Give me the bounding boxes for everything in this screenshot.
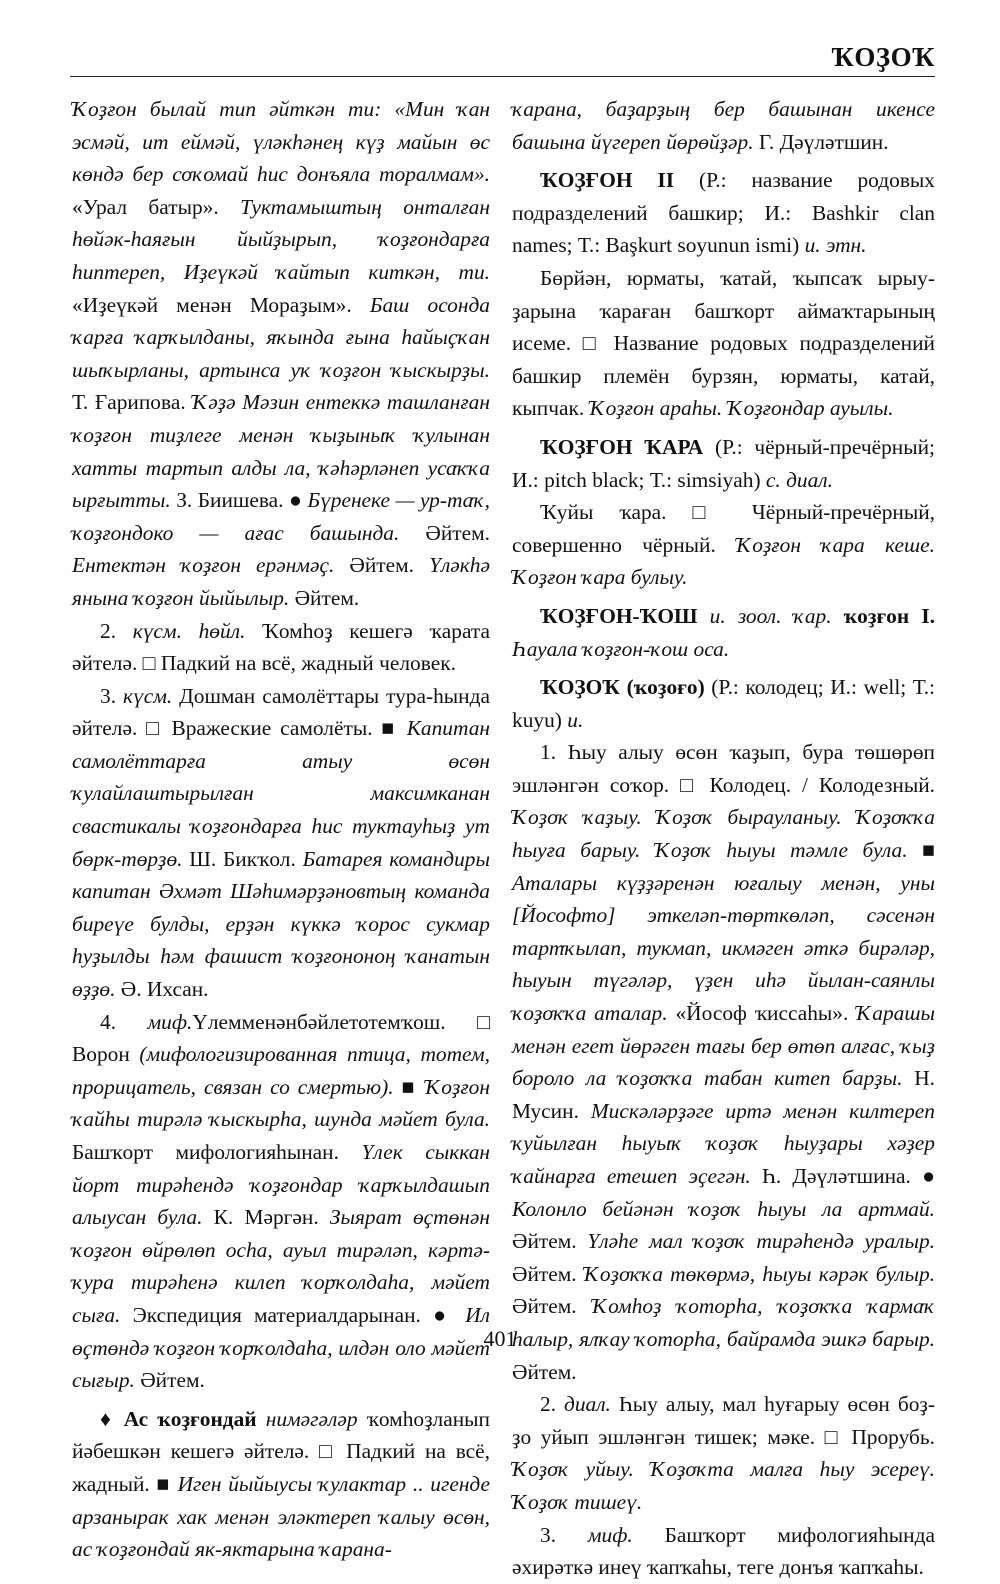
definition-text: Һыу алыу, мал һуғарыу өсөн боҙ-ҙо уйып эшләнгән тишек; мәке. (512, 1392, 935, 1449)
source-text: Экспедиция материалдарынан. (120, 1302, 434, 1327)
source-text: Ш. Бикҡол. (182, 846, 303, 871)
example-text: Туктамыштың онталған һөйәк-һаяғын йыйҙырып, ҡоҙғондарға һиптереп, Иҙеүкәй ҡайтып киткән, ти. (72, 194, 490, 284)
label-text: күсм. һөйл. (116, 618, 246, 643)
example-text: Үләһе мал ҡоҙоҡ тирәһендә уралыр. (587, 1229, 935, 1254)
example-text: Бүренеке — ур-таҡ, ҡоҙғондоко — ағас башында. (72, 488, 491, 545)
source-text: Әйтем. (134, 1368, 205, 1393)
sense-number: 3. (540, 1522, 557, 1547)
entry-paragraph (72, 93, 490, 615)
cross-reference: ҡоҙғон I. (831, 603, 935, 628)
sense-paragraph (72, 680, 490, 1006)
bullet-icon: ● (288, 488, 302, 513)
source-text: Әйтем. (289, 585, 360, 610)
source-text: «Урал батыр». (72, 194, 241, 219)
translations: (Р.: колодец; И.: well; Т.: kuyu) (512, 675, 935, 732)
source-text: Әйтем. (334, 553, 430, 578)
example-text: Аталары күҙҙәренән юғалыу менән, уны [Йософто] эткеләп-төрткөләп, сәсенән тартҡылап, тукмап, икмәген әткә бирәләр, һыуын түгәләр, үҙен иһә йылан-саянлы ҡоҙоҡҡа аталар. (512, 870, 935, 1026)
example-text: Ҡоҙғон ҡара кеше. Ҡоҙғон ҡара булыу. (512, 532, 936, 590)
idiom-headword: Ас ҡоҙғондай (114, 1406, 257, 1431)
example-text: Ҡоҙғон ҡайһы тирәлә ҡыскырһа, шунда мәйет була. (72, 1074, 490, 1132)
definition-text: Башҡорт мифологияһында әхирәткә инеү ҡапҡаһы, теге донъя ҡапҡаһы. (512, 1522, 935, 1580)
filled-square-icon: ■ (393, 1074, 418, 1099)
label-text: диал. (556, 1392, 611, 1417)
right-column (512, 93, 935, 1584)
entry-header (512, 164, 935, 262)
translation-text: Прорубь. (841, 1424, 935, 1449)
label-text: и. (561, 707, 584, 732)
source-text: Әйтем. (512, 1261, 584, 1286)
example-text: Капитан самолёттарға атыу өсөн ҡулайлаштырылған максимканан свастикалы ҡоҙғондарға һис туктауһыҙ ут бөрк-төрҙө. (72, 716, 491, 871)
example-text: Ҡоҙғон былай тип әйткән ти: «Мин ҡан эсмәй, ит еймәй, үләкһәнең күҙ майын өс көндә бер соҡомай һис донъяла торалмам». (72, 97, 490, 187)
translation-text: Ворон (72, 1042, 140, 1067)
source-text: Әйтем. (512, 1229, 588, 1254)
source-text: «Йософ ҡиссаһы». (667, 1001, 857, 1026)
sense-number: 1. (540, 740, 557, 765)
headword: ҠОҘҒОН II (540, 168, 675, 193)
example-text: Зыярат өҫтөнән ҡоҙғон өйрөлөп осһа, ауыл тирәләп, кәртә-ҡура тирәһенә килеп ҡорҡолдаһа, мәйет сыға. (72, 1205, 490, 1327)
sense-paragraph (512, 1519, 935, 1584)
source-text: Ә. Ихсан. (115, 977, 209, 1002)
filled-square-icon: ■ (381, 716, 398, 741)
sense-paragraph (512, 262, 935, 425)
translations: (Р.: чёрный-пречёрный; И.: pitch black; Т.: simsiyah) (512, 434, 935, 492)
translation-text: Колодец. / Колодезный. (698, 772, 936, 797)
source-text: Т. Ғарипова. (72, 390, 193, 415)
source-text: Г. Дәүләтшин. (753, 129, 889, 154)
definition-text: ҡомһоҙланып йәбешкән кешегә әйтелә. (72, 1406, 490, 1464)
example-text: Ҡоҙоҡҡа төкөрмә, һыуы кәрәк булыр. (583, 1261, 935, 1286)
label-text: с. диал. (760, 467, 833, 492)
example-text: Үләкһә янына ҡоҙғон йыйылыр. (72, 553, 490, 610)
example-text: Ҡоҙоҡ ҡаҙыу. Ҡоҙоҡ бырауланыу. Ҡоҙоҡҡа һыуға барыу. Ҡоҙоҡ һыуы тәмле була. (512, 805, 935, 863)
headword: ҠОҘҒОН ҠАРА (540, 434, 704, 459)
headword: ҠОҘҒОН-ҠОШ (540, 603, 698, 628)
filled-square-icon: ■ (907, 838, 935, 863)
open-square-icon: □ (692, 500, 726, 525)
example-text: Ил өҫтөндә ҡоҙғон ҡорҡолдаһа, илдән оло мәйет сығыр. (72, 1302, 491, 1393)
source-text: Башҡорт мифологияһынан. (72, 1140, 362, 1164)
translations: (Р.: название родовых подразделений башкир; И.: Bashkir clan names; Т.: Başkurt soyunun ismi) (512, 168, 935, 258)
open-square-icon: □ (477, 1009, 490, 1034)
bullet-icon: ● (922, 1164, 935, 1188)
page-header (70, 36, 935, 77)
label-text: нимәгәләр (256, 1406, 358, 1431)
sense-paragraph (512, 736, 935, 1388)
headword-variant: (ҡоҙоғо) (620, 675, 705, 700)
entry-header (512, 431, 935, 496)
source-text: Һ. Дәүләтшина. (750, 1164, 923, 1188)
sense-paragraph (512, 1388, 935, 1518)
translation-text: Падкий на всё, жадный человек. (155, 651, 456, 676)
definition-text: Һыу алыу өсөн ҡаҙып, бура төшөрөп эшләнгән соҡор. (512, 740, 935, 797)
label-text: миф. (116, 1009, 193, 1034)
example-text: Колонло бейәнән ҡоҙоҡ һыуы ла артмай. (512, 1196, 935, 1221)
example-text: Иген йыйыусы ҡулактар .. игенде арзанырак хак менән эләктереп ҡалыу өсөн, ас ҡоҙғондай як-яктарына ҡарана- (72, 1471, 491, 1562)
definition-text: Үлемменәнбәйлетотемҡош. (192, 1009, 478, 1034)
translation-text: Падкий на всё, жадный. (72, 1439, 490, 1496)
label-text: и. этн. (799, 233, 867, 258)
source-text: «Иҙеүкәй менән Мораҙым». (72, 292, 370, 317)
idiom-paragraph (72, 1403, 490, 1566)
translation-text: Вражеские самолёты. (162, 716, 382, 741)
translation-text: Чёрный-пречёрный, совершенно чёрный. (512, 500, 936, 557)
example-text: Ентектән ҡоҙғон ерәнмәҫ. (72, 553, 335, 578)
open-square-icon: □ (582, 331, 602, 356)
example-text: Баш осонда ҡарға ҡарҡылданы, яҡында ғына һайыҫҡан шыҡырланы, артынса уҡ ҡоҙғон ҡыскырҙы. (72, 292, 490, 382)
diamond-icon: ♦ (100, 1406, 115, 1431)
label-text: күсм. (116, 683, 173, 708)
label-text: миф. (556, 1522, 633, 1547)
example-text: ҡарана, баҙарҙың бер башынан икенсе башына йүгереп йөрөйҙәр. (512, 97, 935, 154)
page-number: 401 (483, 1326, 517, 1351)
sense-number: 2. (100, 618, 117, 643)
sense-number: 4. (100, 1009, 117, 1034)
open-square-icon: □ (142, 651, 156, 676)
example-text: Мискәләрҙәге иртә менән килтереп ҡуйылған һыуыҡ ҡоҙоҡ һыуҙары хәҙер ҡайнарға етешеп эҫегән. (512, 1098, 935, 1188)
entry-header (512, 600, 935, 665)
example-text: Үлек сыккан йорт тирәһендә ҡоҙғондар ҡарҡылдашып алыусан була. (72, 1140, 490, 1230)
sense-paragraph (512, 496, 935, 594)
entry-paragraph (512, 93, 935, 158)
open-square-icon: □ (146, 716, 163, 741)
sense-paragraph (72, 615, 490, 680)
definition-text: Дошман самолёттары тура-һында әйтелә. (72, 683, 491, 741)
translation-note: (мифологизированная птица, тотем, прорицатель, связан со смертью). (72, 1042, 490, 1099)
open-square-icon: □ (680, 772, 699, 797)
example-text: Ҡәҙә Мәзин ентеккә ташланған ҡоҙғон тиҙлеге менән ҡыҙыныҡ ҡулынан хатты тартып алды ла, ҡәһәрләнеп усаҡҡа ырғытты. (72, 390, 490, 513)
headword: ҠОҘОҠ (540, 675, 621, 700)
filled-square-icon: ■ (156, 1471, 171, 1496)
running-head: ҠОҘОҠ (831, 42, 935, 72)
example-text: Батарея командиры капитан Әхмәт Шәһимәрҙәновтың команда биреүе булды, ерҙән күккә ҡорос сукмар һуҙылды һәм фашист ҡоҙғононоң ҡанатын өҙҙө. (72, 846, 490, 1002)
source-text: З. Биишева. (170, 488, 289, 513)
definition-text: Бөрйән, юрматы, ҡатай, ҡыпсаҡ ырыу-ҙарына ҡараған башҡорт аймаҡтарының исеме. (512, 265, 935, 356)
source-text: К. Мәргән. (202, 1205, 330, 1230)
bullet-icon: ● (433, 1302, 453, 1327)
source-text: Әйтем. (512, 1294, 593, 1319)
open-square-icon: □ (824, 1424, 842, 1449)
translation-text: Название родовых подразделений башкир племён бурзян, юрматы, катай, кыпчак. (512, 331, 935, 421)
source-text: Әйтем. (512, 1359, 577, 1384)
source-text: Н. Мусин. (512, 1066, 935, 1123)
example-text: Һауала ҡоҙғон-ҡош оса. (512, 636, 730, 661)
example-text: Ҡоҙғон араһы. Ҡоҙғондар ауылы. (589, 396, 894, 421)
sense-number: 2. (540, 1392, 557, 1417)
label-text: и. зоол. ҡар. (697, 603, 832, 628)
definition-text: Ҡуйы ҡара. (540, 500, 693, 525)
sense-number: 3. (100, 683, 117, 708)
example-text: Ҡоҙоҡ уйыу. Ҡоҙоҡта малға һыу эсереү. Ҡоҙоҡ тишеү. (512, 1457, 935, 1514)
open-square-icon: □ (319, 1439, 337, 1464)
example-text: Ҡарашы менән егет йөрәген тағы бер өтөп алғас, ҡыҙ бороло ла ҡоҙоҡҡа табан китеп барҙы. (512, 1001, 936, 1091)
source-text: Әйтем. (399, 520, 491, 545)
definition-text: Ҡомһоҙ кешегә ҡарата әйтелә. (72, 618, 490, 676)
example-text: Ҡомһоҙ ҡоторһа, ҡоҙоҡҡа ҡармаҡ һалыр, ялҡау ҡоторһа, байрамда эшкә барыр. (512, 1294, 935, 1351)
entry-header (512, 671, 935, 736)
